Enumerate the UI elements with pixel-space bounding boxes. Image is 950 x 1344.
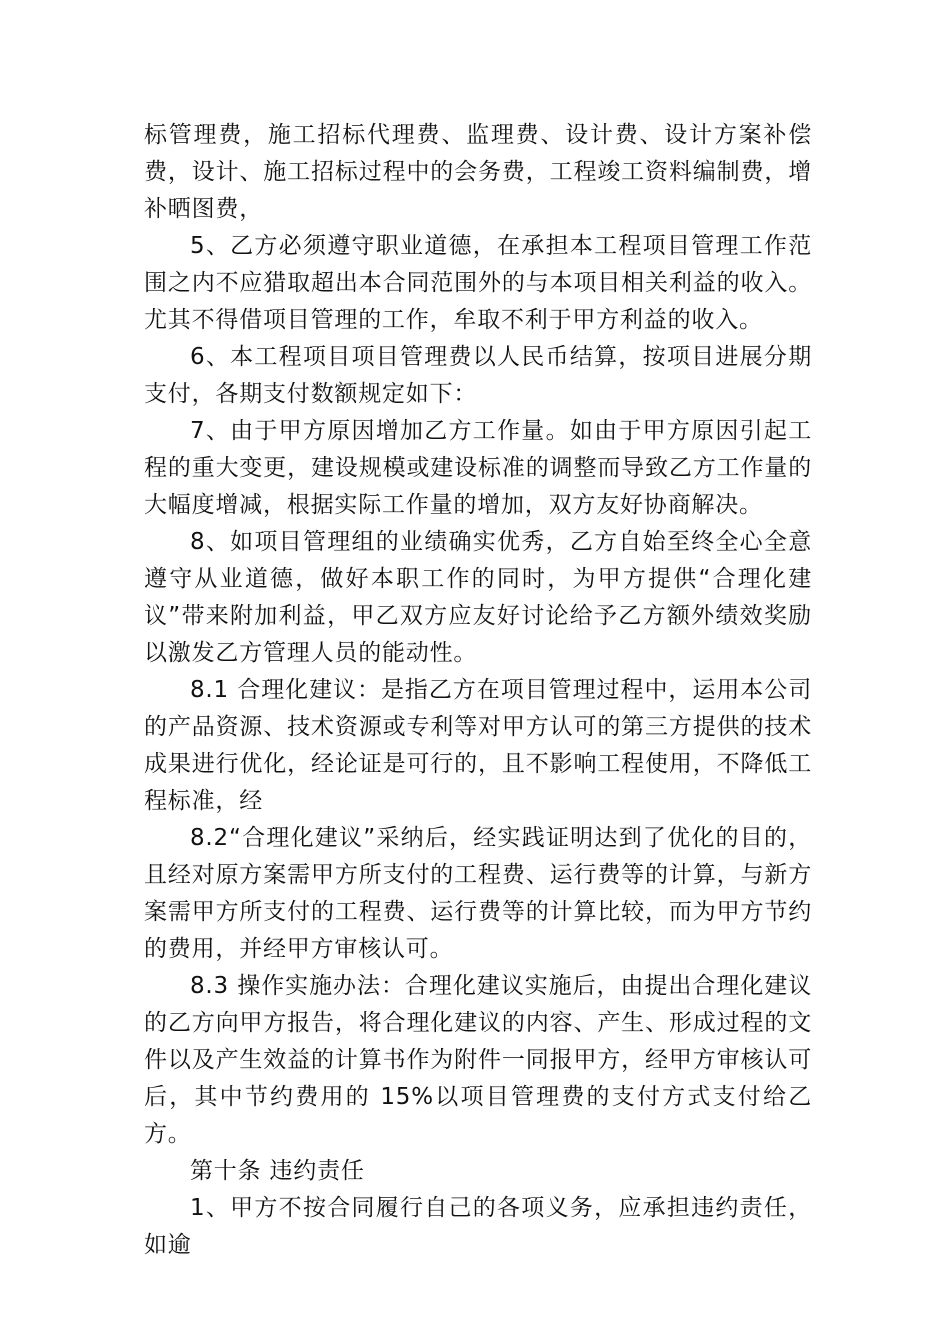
paragraph-article-10-clause-1: 1、甲方不按合同履行自己的各项义务，应承担违约责任，如逾 (144, 1195, 812, 1258)
paragraph-clause-8-2: 8.2“合理化建议”采纳后，经实践证明达到了优化的目的，且经对原方案需甲方所支付的工程费、运行费等的计算，与新方案需甲方所支付的工程费、运行费等的计算比较，而为甲方节约的费用，并经甲方审核认可。 (144, 825, 812, 962)
paragraph-clause-8-3: 8.3 操作实施办法：合理化建议实施后，由提出合理化建议的乙方向甲方报告，将合理化建议的内容、产生、形成过程的文件以及产生效益的计算书作为附件一同报甲方，经甲方审核认可后，其中节约费用的 15%以项目管理费的支付方式支付给乙方。 (144, 973, 812, 1147)
paragraph-clause-6: 6、本工程项目项目管理费以人民币结算，按项目进展分期支付，各期支付数额规定如下： (144, 344, 812, 407)
paragraph-clause-8: 8、如项目管理组的业绩确实优秀，乙方自始至终全心全意遵守从业道德，做好本职工作的同时，为甲方提供“合理化建议”带来附加利益，甲乙双方应友好讨论给予乙方额外绩效奖励以激发乙方管理人员的能动性。 (144, 529, 812, 666)
paragraph-clause-5: 5、乙方必须遵守职业道德，在承担本工程项目管理工作范围之内不应猎取超出本合同范围外的与本项目相关利益的收入。尤其不得借项目管理的工作，牟取不利于甲方利益的收入。 (144, 233, 812, 333)
paragraph-fees-list: 标管理费，施工招标代理费、监理费、设计费、设计方案补偿费，设计、施工招标过程中的会务费，工程竣工资料编制费，增补晒图费， (144, 122, 812, 222)
section-heading-article-10: 第十条 违约责任 (190, 1158, 365, 1184)
document-body (144, 117, 812, 1264)
paragraph-clause-7: 7、由于甲方原因增加乙方工作量。如由于甲方原因引起工程的重大变更，建设规模或建设标准的调整而导致乙方工作量的大幅度增减，根据实际工作量的增加，双方友好协商解决。 (144, 418, 812, 518)
paragraph-clause-8-1: 8.1 合理化建议：是指乙方在项目管理过程中，运用本公司的产品资源、技术资源或专利等对甲方认可的第三方提供的技术成果进行优化，经论证是可行的，且不影响工程使用，不降低工程标准，经 (144, 677, 812, 814)
